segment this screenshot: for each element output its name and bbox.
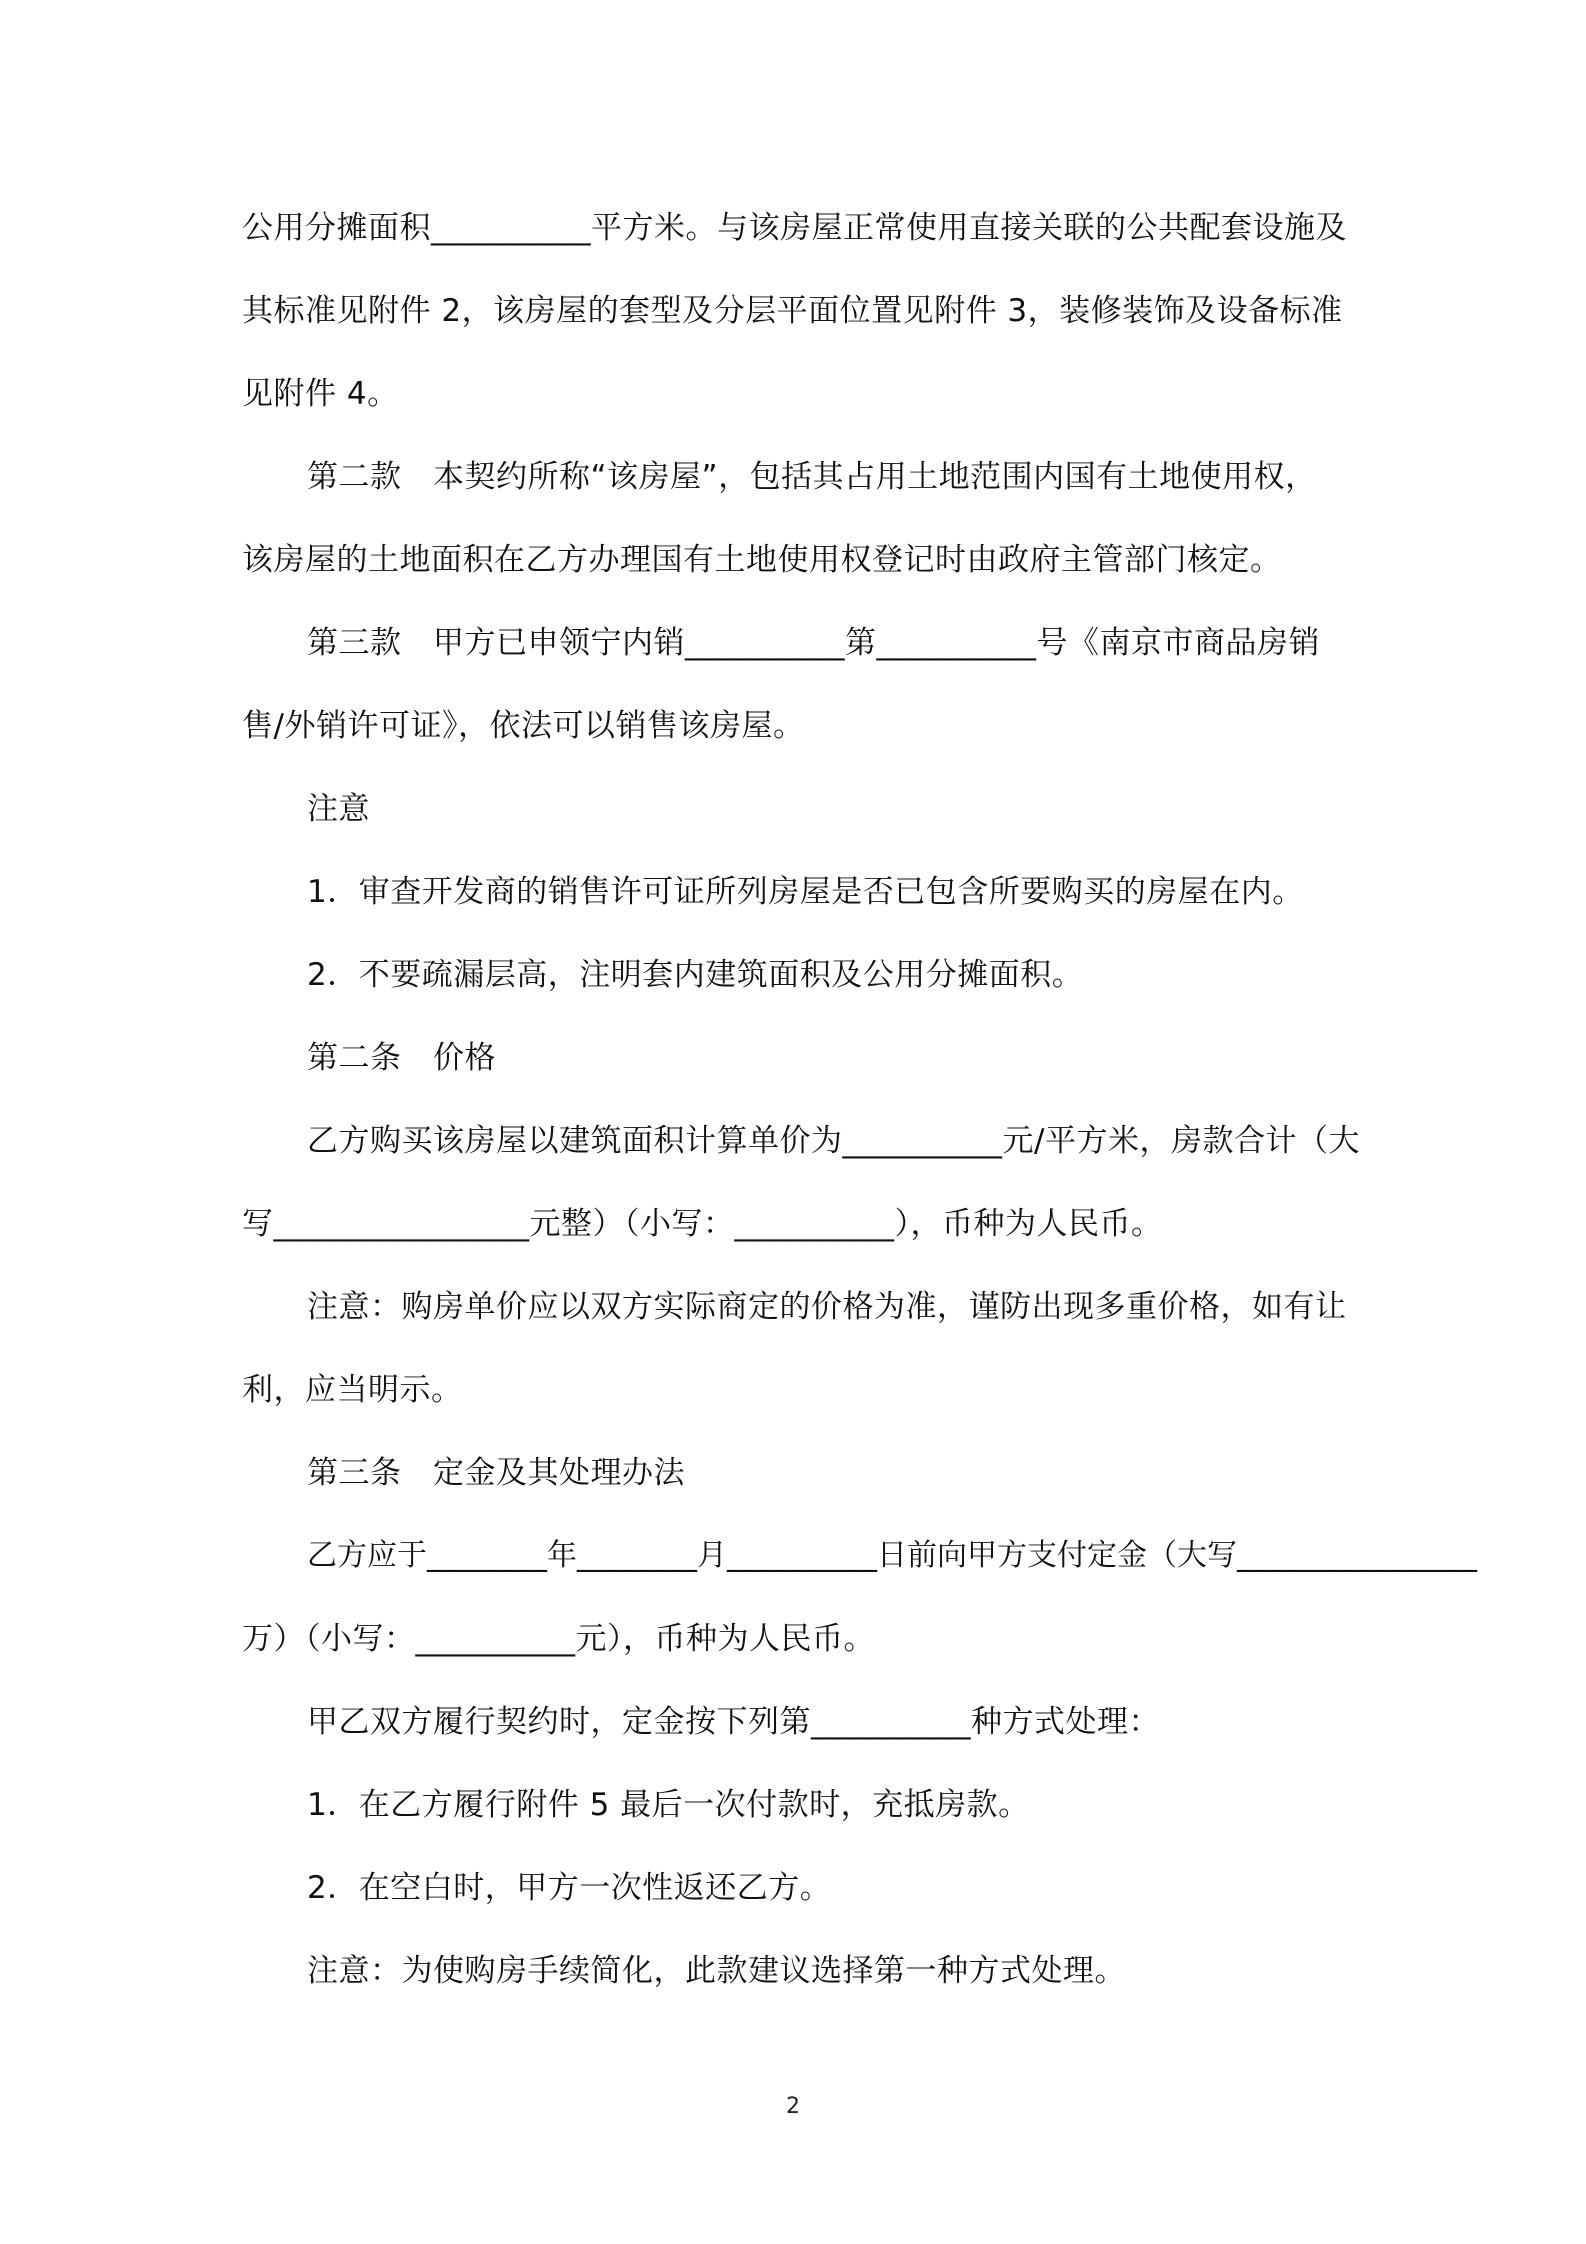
clause-heading: 第二款 本契约所称“该房屋”，包括其占用土地范围内国有土地使用权，: [307, 459, 1317, 495]
text-line: 利，应当明示。: [242, 1372, 463, 1408]
note-heading: 注意: [307, 791, 370, 827]
list-item: 1．审查开发商的销售许可证所列房屋是否已包含所要购买的房屋在内。: [307, 874, 1304, 910]
text-line: 乙方购买该房屋以建筑面积计算单价为__________元/平方米，房款合计（大: [307, 1123, 1360, 1159]
list-item: 2．在空白时，甲方一次性返还乙方。: [307, 1870, 832, 1906]
text-line: 万）（小写：__________元），币种为人民币。: [242, 1621, 875, 1657]
text-line: 其标准见附件 2，该房屋的套型及分层平面位置见附件 3，装修装饰及设备标准: [242, 293, 1343, 329]
text-line: 甲乙双方履行契约时，定金按下列第__________种方式处理：: [307, 1704, 1160, 1740]
text-line: 见附件 4。: [242, 376, 399, 412]
article-heading: 第二条 价格: [307, 1040, 496, 1076]
note-line: 注意：购房单价应以双方实际商定的价格为准，谨防出现多重价格，如有让: [307, 1289, 1347, 1325]
text-line: 乙方应于________年________月__________日前向甲方支付定金（大写________________: [307, 1538, 1477, 1573]
note-line: 注意：为使购房手续简化，此款建议选择第一种方式处理。: [307, 1953, 1126, 1989]
text-line: 该房屋的土地面积在乙方办理国有土地使用权登记时由政府主管部门核定。: [242, 542, 1282, 578]
text-line: 售/外销许可证》，依法可以销售该房屋。: [242, 708, 805, 744]
text-line: 公用分摊面积__________平方米。与该房屋正常使用直接关联的公共配套设施及: [242, 210, 1347, 246]
text-line: 写________________元整）（小写：__________），币种为人民币。: [242, 1206, 1163, 1242]
list-item: 1．在乙方履行附件 5 最后一次付款时，充抵房款。: [307, 1787, 1030, 1823]
list-item: 2．不要疏漏层高，注明套内建筑面积及公用分摊面积。: [307, 957, 1084, 993]
article-heading: 第三条 定金及其处理办法: [307, 1455, 685, 1491]
page-number: 2: [786, 2094, 800, 2119]
clause-heading: 第三款 甲方已申领宁内销__________第__________号《南京市商品房销: [307, 625, 1320, 661]
